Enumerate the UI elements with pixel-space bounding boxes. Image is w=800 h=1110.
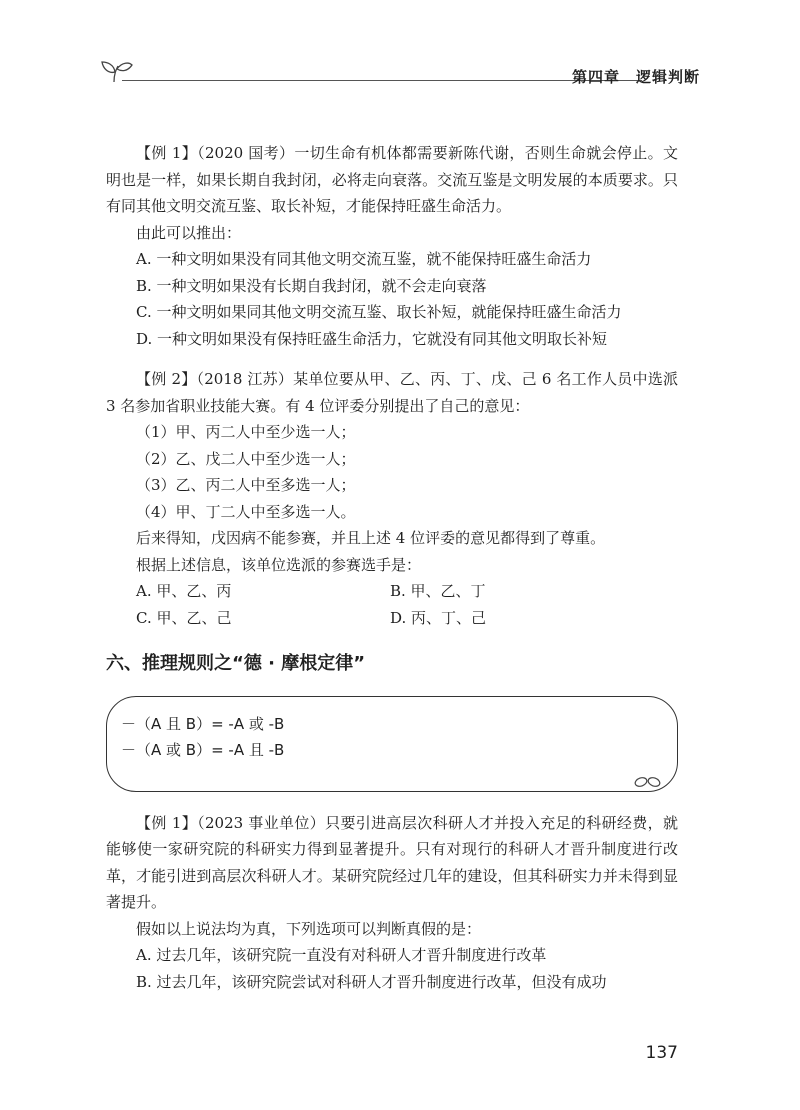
section-title: 六、推理规则之“德 · 摩根定律” bbox=[106, 653, 366, 674]
condition-3: （3）乙、丙二人中至多选一人； bbox=[136, 476, 356, 494]
example-2-stem bbox=[106, 366, 678, 419]
example-1-option-a: A. 一种文明如果没有同其他文明交流互鉴，就不能保持旺盛生命活力 bbox=[136, 250, 592, 268]
condition-4: （4）甲、丁二人中至多选一人。 bbox=[136, 502, 356, 521]
example-2-option-c: C. 甲、乙、己 bbox=[136, 608, 232, 627]
condition-1: （1）甲、丙二人中至少选一人； bbox=[136, 423, 356, 441]
example-2-later: 后来得知，戊因病不能参赛，并且上述 4 位评委的意见都得到了尊重。 bbox=[136, 529, 606, 547]
example-3-stem bbox=[106, 810, 678, 916]
condition-2: （2）乙、戊二人中至少选一人； bbox=[136, 449, 356, 468]
header-rule bbox=[122, 80, 642, 81]
example-2-option-b: B. 甲、乙、丁 bbox=[390, 582, 486, 600]
example-label: 【例 1】 bbox=[136, 813, 198, 832]
example-label: 【例 1】 bbox=[136, 144, 198, 162]
example-1-option-d: D. 一种文明如果没有保持旺盛生命活力，它就没有同其他文明取长补短 bbox=[136, 329, 608, 348]
rule-box bbox=[106, 696, 678, 792]
example-3-question: 假如以上说法均为真，下列选项可以判断真假的是： bbox=[136, 919, 482, 938]
example-2-options-row-2 bbox=[106, 605, 678, 632]
page-header bbox=[96, 52, 700, 92]
example-label: 【例 2】 bbox=[136, 370, 197, 388]
example-text: （2023 事业单位）只要引进高层次科研人才并投入充足的科研经费，就能够使一家研究院的科研实力得到显著提升。只有对现行的科研人才晋升制度进行改革，才能引进到高层次科研人才。某研究院经过几年的建设，但其科研实力并未得到显著提升。 bbox=[106, 813, 679, 911]
de-morgan-rule-1: －（A 且 B）= -A 或 -B bbox=[121, 714, 285, 733]
example-1-option-c: C. 一种文明如果同其他文明交流互鉴、取长补短，就能保持旺盛生命活力 bbox=[136, 303, 622, 321]
example-2-option-a: A. 甲、乙、丙 bbox=[136, 582, 232, 600]
page-number: 137 bbox=[645, 1043, 678, 1063]
example-2-question: 根据上述信息，该单位选派的参赛选手是： bbox=[136, 555, 422, 574]
example-2-options-row-1 bbox=[106, 578, 678, 605]
example-1-option-b: B. 一种文明如果没有长期自我封闭，就不会走向衰落 bbox=[136, 276, 487, 295]
de-morgan-rule-2: －（A 或 B）= -A 且 -B bbox=[121, 740, 285, 759]
example-2-option-d: D. 丙、丁、己 bbox=[390, 608, 487, 627]
example-3-option-b: B. 过去几年，该研究院尝试对科研人才晋升制度进行改革，但没有成功 bbox=[136, 972, 607, 991]
example-3-option-a: A. 过去几年，该研究院一直没有对科研人才晋升制度进行改革 bbox=[136, 946, 547, 964]
leaf-decoration-icon bbox=[633, 775, 663, 789]
page-content bbox=[106, 140, 678, 995]
example-text: （2018 江苏）某单位要从甲、乙、丙、丁、戊、己 6 名工作人员中选派 3 名参加省职业技能大赛。有 4 位评委分别提出了自己的意见： bbox=[106, 370, 678, 415]
example-1-question: 由此可以推出： bbox=[136, 223, 242, 242]
chapter-title: 第四章 逻辑判断 bbox=[571, 68, 700, 86]
example-text: （2020 国考）一切生命有机体都需要新陈代谢，否则生命就会停止。文明也是一样，如果长期自我封闭，必将走向衰落。交流互鉴是文明发展的本质要求。只有同其他文明交流互鉴、取长补短，才能保持旺盛生命活力。 bbox=[106, 144, 679, 215]
example-1-stem bbox=[106, 140, 678, 220]
